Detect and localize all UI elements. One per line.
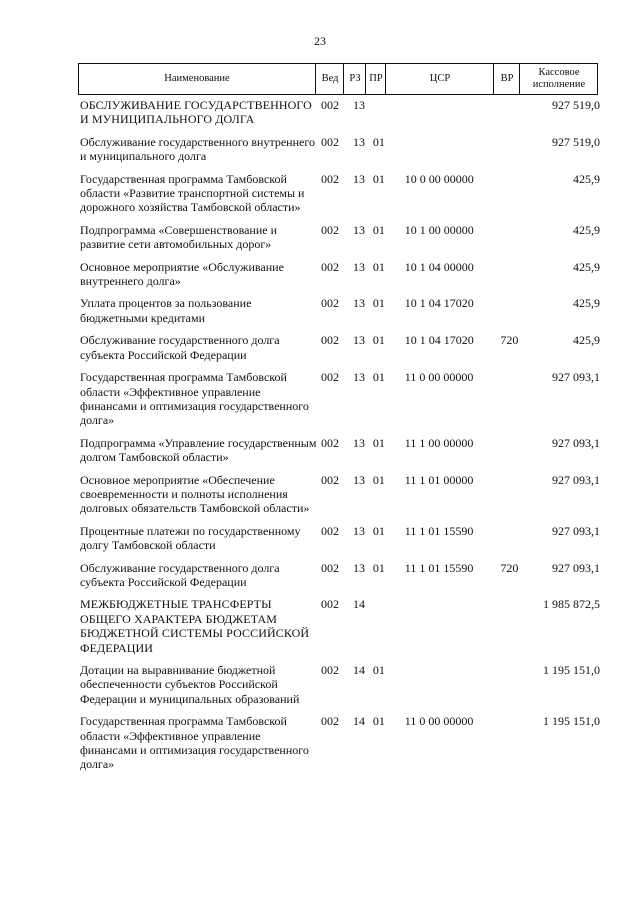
table-row	[80, 436, 600, 465]
row-sum: 927 093,1	[552, 435, 600, 450]
row-pr: 01	[372, 472, 385, 487]
row-rz: 13	[352, 222, 365, 237]
row-ved: 002	[321, 663, 340, 677]
row-rz: 14	[352, 663, 365, 677]
table-row	[80, 98, 600, 127]
row-pr: 01	[372, 134, 385, 149]
row-ved: 002	[321, 259, 340, 274]
row-pr: 01	[372, 296, 385, 311]
row-ved: 002	[321, 435, 340, 450]
row-vr	[500, 597, 524, 655]
row-vr	[500, 296, 524, 325]
row-ved: 002	[321, 560, 340, 575]
row-name: Основное мероприятие «Обслуживание внутреннего долга»	[80, 259, 284, 289]
row-pr: 01	[372, 333, 385, 348]
row-vr	[500, 714, 524, 772]
row-rz: 13	[352, 435, 365, 450]
table-row	[80, 663, 600, 706]
row-sum: 1 195 151,0	[543, 714, 600, 729]
row-pr: 01	[372, 523, 385, 538]
page-number: 23	[314, 34, 326, 48]
row-ved: 002	[321, 472, 340, 487]
header-sum: Кассовое исполнение	[519, 64, 598, 94]
row-csr: 11 1 01 00000	[404, 472, 474, 487]
row-sum: 425,9	[573, 222, 600, 237]
row-name: Обслуживание государственного долга субъекта Российской Федерации	[80, 560, 280, 589]
table-row	[80, 296, 600, 325]
row-pr: 01	[372, 222, 385, 237]
row-ved: 002	[321, 134, 340, 149]
row-rz: 14	[352, 597, 365, 612]
row-vr	[500, 473, 524, 516]
row-pr: 01	[372, 370, 385, 385]
row-pr	[373, 98, 391, 127]
row-vr	[500, 98, 524, 127]
row-vr	[500, 223, 524, 252]
row-name: Дотации на выравнивание бюджетной обеспеченности субъектов Российской Федерации и муниципальных образований	[80, 663, 300, 706]
row-sum: 927 519,0	[552, 98, 600, 112]
row-pr: 01	[372, 714, 385, 729]
row-vr	[500, 260, 524, 289]
row-ved: 002	[321, 370, 340, 385]
row-sum: 927 093,1	[552, 472, 600, 487]
row-pr	[373, 597, 391, 655]
row-csr: 11 1 01 15590	[404, 560, 474, 575]
row-name: Основное мероприятие «Обеспечение своевременности и полноты исполнения долговых обязательств Тамбовской области»	[80, 472, 310, 516]
row-rz: 13	[352, 370, 365, 385]
row-ved: 002	[321, 171, 340, 186]
row-name: МЕЖБЮДЖЕТНЫЕ ТРАНСФЕРТЫ ОБЩЕГО ХАРАКТЕРА БЮДЖЕТАМ БЮДЖЕТНОЙ СИСТЕМЫ РОССИЙСКОЙ ФЕДЕРАЦИИ	[80, 597, 310, 655]
header-csr: ЦСР	[385, 64, 494, 94]
row-name: Государственная программа Тамбовской области «Эффективное управление финансами и оптимизация государственного долга»	[80, 714, 309, 772]
row-name: ОБСЛУЖИВАНИЕ ГОСУДАРСТВЕННОГО И МУНИЦИПАЛЬНОГО ДОЛГА	[80, 98, 312, 127]
row-rz: 13	[352, 98, 365, 112]
row-ved: 002	[321, 98, 340, 112]
header-rz: РЗ	[343, 64, 366, 94]
row-pr: 01	[372, 435, 385, 450]
row-rz: 13	[352, 171, 365, 186]
row-csr	[405, 663, 501, 706]
row-csr: 10 0 00 00000	[404, 171, 474, 186]
row-vr	[500, 663, 524, 706]
table-row	[80, 260, 600, 289]
row-sum: 1 985 872,5	[543, 597, 600, 612]
row-sum: 1 195 151,0	[543, 663, 600, 677]
row-csr: 11 1 00 00000	[404, 435, 474, 450]
table-row	[80, 135, 600, 164]
table-body	[80, 98, 600, 780]
row-pr: 01	[372, 663, 385, 677]
row-ved: 002	[321, 222, 340, 237]
row-csr: 11 1 01 15590	[404, 523, 474, 538]
row-vr: 720	[500, 333, 519, 348]
table-row	[80, 473, 600, 516]
row-sum: 927 093,1	[552, 560, 600, 575]
table-row	[80, 223, 600, 252]
table-row	[80, 524, 600, 553]
row-rz: 13	[352, 296, 365, 311]
row-vr	[500, 436, 524, 465]
row-csr	[405, 98, 501, 127]
row-sum: 927 093,1	[552, 523, 600, 538]
row-rz: 13	[352, 333, 365, 348]
row-csr: 10 1 04 00000	[404, 259, 474, 274]
header-name: Наименование	[164, 73, 230, 84]
row-csr: 11 0 00 00000	[404, 714, 474, 729]
row-ved: 002	[321, 597, 340, 612]
row-sum: 927 519,0	[552, 134, 600, 149]
row-name: Уплата процентов за пользование бюджетными кредитами	[80, 296, 252, 325]
row-sum: 425,9	[573, 333, 600, 348]
row-name: Подпрограмма «Управление государственным долгом Тамбовской области»	[80, 435, 317, 465]
row-pr: 01	[372, 259, 385, 274]
row-sum: 927 093,1	[552, 370, 600, 385]
row-name: Государственная программа Тамбовской области «Развитие транспортной системы и дорожного хозяйства Тамбовской области»	[80, 171, 305, 215]
row-name: Подпрограмма «Совершенствование и развитие сети автомобильных дорог»	[80, 222, 278, 252]
table-row	[80, 172, 600, 215]
table-header	[78, 63, 598, 95]
header-pr: ПР	[365, 64, 386, 94]
row-csr: 10 1 00 00000	[404, 222, 474, 237]
row-ved: 002	[321, 333, 340, 348]
row-pr: 01	[372, 171, 385, 186]
row-rz: 13	[352, 259, 365, 274]
table-row	[80, 561, 600, 590]
row-sum: 425,9	[573, 296, 600, 311]
row-csr	[405, 135, 501, 164]
row-vr	[500, 172, 524, 215]
row-vr: 720	[500, 560, 519, 575]
row-ved: 002	[321, 296, 340, 311]
table-row	[80, 333, 600, 362]
row-rz: 14	[352, 714, 365, 729]
row-csr: 11 0 00 00000	[404, 370, 474, 385]
row-name: Обслуживание государственного внутреннего и муниципального долга	[80, 134, 315, 164]
row-rz: 13	[352, 134, 365, 149]
row-vr	[500, 524, 524, 553]
row-pr: 01	[372, 560, 385, 575]
row-sum: 425,9	[573, 171, 600, 186]
table-row	[80, 714, 600, 772]
row-rz: 13	[352, 523, 365, 538]
row-sum: 425,9	[573, 259, 600, 274]
row-name: Государственная программа Тамбовской области «Эффективное управление финансами и оптимизация государственного долга»	[80, 370, 309, 428]
row-name: Процентные платежи по государственному долгу Тамбовской области	[80, 523, 301, 553]
table-row	[80, 370, 600, 428]
row-name: Обслуживание государственного долга субъекта Российской Федерации	[80, 333, 280, 362]
row-ved: 002	[321, 714, 340, 729]
row-ved: 002	[321, 523, 340, 538]
row-rz: 13	[352, 472, 365, 487]
row-csr: 10 1 04 17020	[404, 296, 474, 311]
row-vr	[500, 135, 524, 164]
row-csr: 10 1 04 17020	[404, 333, 474, 348]
table-row	[80, 597, 600, 655]
header-ved: Вед	[315, 64, 344, 94]
header-vr: ВР	[493, 64, 520, 94]
row-vr	[500, 370, 524, 428]
row-rz: 13	[352, 560, 365, 575]
row-csr	[405, 597, 501, 655]
